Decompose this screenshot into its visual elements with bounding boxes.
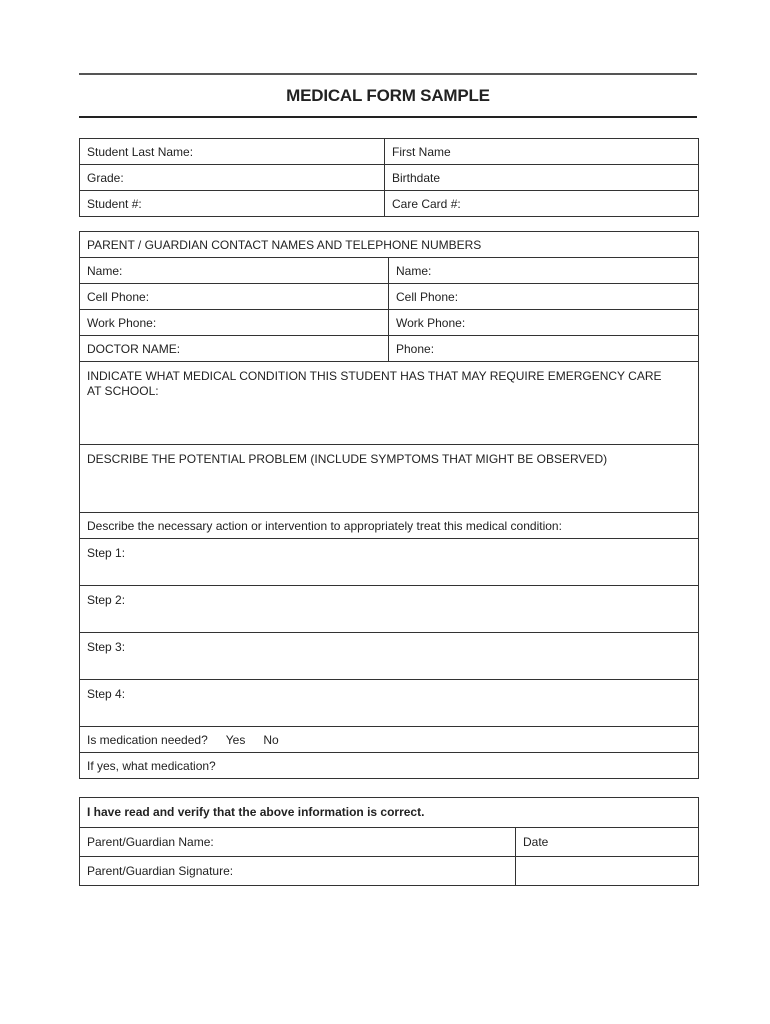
guardian2-name-field[interactable] xyxy=(389,258,699,284)
table-row xyxy=(80,284,699,310)
field-label: DOCTOR NAME: xyxy=(87,342,181,356)
date-field[interactable] xyxy=(516,828,699,857)
doctor-name-field[interactable] xyxy=(80,336,389,362)
field-label: If yes, what medication? xyxy=(87,759,216,773)
field-label: Work Phone: xyxy=(87,316,157,330)
contacts-medical-table xyxy=(79,231,699,779)
verification-table xyxy=(79,797,699,886)
field-label: Name: xyxy=(87,264,123,278)
first-name-field[interactable] xyxy=(385,139,699,165)
table-row xyxy=(80,513,699,539)
step1-field[interactable] xyxy=(80,539,699,586)
top-rule xyxy=(79,73,697,75)
field-label: Date xyxy=(523,835,549,849)
field-label: Step 3: xyxy=(87,640,126,654)
field-label: INDICATE WHAT MEDICAL CONDITION THIS STUDENT HAS THAT MAY REQUIRE EMERGENCY CARE AT SCHOOL: xyxy=(87,369,662,398)
field-label: Step 2: xyxy=(87,593,126,607)
guardian1-work-field[interactable] xyxy=(80,310,389,336)
field-label: Grade: xyxy=(87,171,124,185)
field-label: Student Last Name: xyxy=(87,145,194,159)
table-row xyxy=(80,727,699,753)
table-row xyxy=(80,232,699,258)
field-label: Parent/Guardian Name: xyxy=(87,835,214,849)
table-row xyxy=(80,165,699,191)
action-description xyxy=(80,513,699,539)
table-row xyxy=(80,753,699,779)
guardian2-work-field[interactable] xyxy=(389,310,699,336)
table-row xyxy=(80,680,699,727)
table-row xyxy=(80,539,699,586)
signature-date-field[interactable] xyxy=(516,857,699,886)
grade-field[interactable] xyxy=(80,165,385,191)
care-card-field[interactable] xyxy=(385,191,699,217)
field-label: Describe the necessary action or intervention to appropriately treat this medical condition: xyxy=(87,519,562,533)
field-label: First Name xyxy=(392,145,451,159)
medical-condition-field[interactable] xyxy=(80,362,699,445)
field-label: Cell Phone: xyxy=(87,290,150,304)
field-label: DESCRIBE THE POTENTIAL PROBLEM (INCLUDE SYMPTOMS THAT MIGHT BE OBSERVED) xyxy=(87,452,608,466)
no-option[interactable]: No xyxy=(263,733,279,747)
statement-text: I have read and verify that the above information is correct. xyxy=(87,805,425,819)
field-label: Birthdate xyxy=(392,171,441,185)
step2-field[interactable] xyxy=(80,586,699,633)
field-label: Step 1: xyxy=(87,546,126,560)
potential-problem-field[interactable] xyxy=(80,445,699,513)
field-label: Parent/Guardian Signature: xyxy=(87,864,234,878)
doctor-phone-field[interactable] xyxy=(389,336,699,362)
section-heading: PARENT / GUARDIAN CONTACT NAMES AND TELEPHONE NUMBERS xyxy=(87,238,482,252)
guardian1-name-field[interactable] xyxy=(80,258,389,284)
table-row xyxy=(80,828,699,857)
field-label: Care Card #: xyxy=(392,197,461,211)
guardian-signature-field[interactable] xyxy=(80,857,516,886)
table-row xyxy=(80,857,699,886)
field-label: Step 4: xyxy=(87,687,126,701)
student-info-table xyxy=(79,138,699,217)
guardian1-cell-field[interactable] xyxy=(80,284,389,310)
table-row xyxy=(80,139,699,165)
student-number-field[interactable] xyxy=(80,191,385,217)
verification-statement xyxy=(80,798,699,828)
medication-question: Is medication needed? xyxy=(87,733,208,747)
field-label: Student #: xyxy=(87,197,142,211)
page-title: MEDICAL FORM SAMPLE xyxy=(286,86,490,105)
table-row xyxy=(80,191,699,217)
field-label: Work Phone: xyxy=(396,316,466,330)
medication-name-field[interactable] xyxy=(80,753,699,779)
table-row xyxy=(80,586,699,633)
field-label: Phone: xyxy=(396,342,435,356)
table-row xyxy=(80,310,699,336)
table-row xyxy=(80,798,699,828)
medication-needed-row xyxy=(80,727,699,753)
table-row xyxy=(80,258,699,284)
birthdate-field[interactable] xyxy=(385,165,699,191)
field-label: Cell Phone: xyxy=(396,290,459,304)
table-row xyxy=(80,633,699,680)
step3-field[interactable] xyxy=(80,633,699,680)
title-underline xyxy=(79,116,697,118)
table-row xyxy=(80,362,699,445)
field-label: Name: xyxy=(396,264,432,278)
guardian-name-field[interactable] xyxy=(80,828,516,857)
yes-option[interactable]: Yes xyxy=(225,733,246,747)
table-row xyxy=(80,445,699,513)
contacts-heading xyxy=(80,232,699,258)
student-last-name-field[interactable] xyxy=(80,139,385,165)
guardian2-cell-field[interactable] xyxy=(389,284,699,310)
step4-field[interactable] xyxy=(80,680,699,727)
table-row xyxy=(80,336,699,362)
